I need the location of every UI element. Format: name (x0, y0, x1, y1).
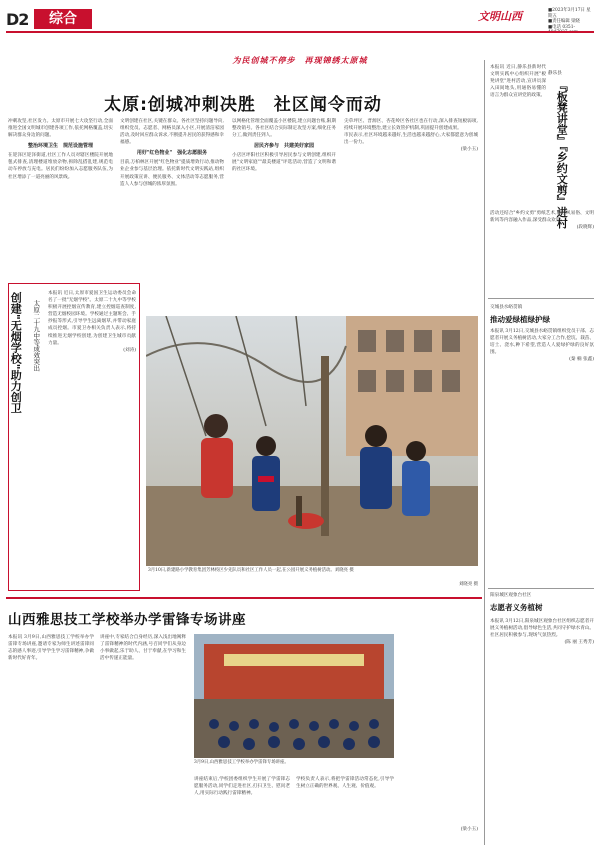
boxstory-author: (刘涛) (123, 347, 136, 353)
boxstory-subtitle: 太原二十九中等成效突出 (32, 300, 41, 372)
issue-editor: ■责任编辑 梁晓 (548, 19, 580, 25)
lower-photo-illustration (194, 634, 394, 758)
sidebar-body1: 本报讯 近日,静乐县新时代文明实践中心组织开展"板凳讲堂"进村活动,宣讲员深入田间地头,用通俗易懂的语言为群众宣讲党的政策。 (490, 65, 546, 99)
main-col1b-text: 在迎泽区迎泽街道,社区工作人员对辖区楼院开展地毯式排查,清理楼道堆放杂物,拆除乱搭乱建,规范电动车停放与充电。居民们纷纷加入志愿服务队伍,为社区增添了一道亮丽的风景线。 (8, 153, 113, 180)
lower-photo-caption: 3月9日,山西雅思技工学校举办学雷锋专场讲座。 (194, 760, 289, 765)
main-column-4 (344, 118, 478, 308)
boxstory-body: 本报讯 近日,太原市爱国卫生运动委员会命名了一批"无烟学校"。太原二十九中等学校积极开展控烟宣传教育,建立控烟巡查制度,营造无烟校园环境。学校通过主题班会、手抄报等形式,引导学生远离烟草,并带动家庭成员控烟。市爱卫办相关负责人表示,将持续推进无烟学校创建,为创建卫生城市贡献力量。 (48, 291, 136, 346)
main-author: (梁小玉) (460, 147, 478, 153)
paper-logo: 文明山西 (478, 10, 522, 23)
lower-col-b (100, 634, 186, 834)
main-col2-text: 文明创建在社区,关键在群众。各社区坚持问题导向,组织党员、志愿者、网格员深入小区,开展清洁家园活动,及时回应群众诉求,不断提升居民的获得感和幸福感。 (120, 119, 224, 146)
lower-author: (梁小玉) (460, 827, 478, 832)
issue-phone: ■电话 0351- (548, 24, 575, 30)
section-tag: 综合 (34, 9, 92, 29)
main-col2b-text: 目前,万柏林区开展"红色物业"提质增效行动,推动物业企业参与基层治理。依托新时代文明实践站,组织开展政策宣讲、便民服务、文体活动等志愿服务,营造人人参与创城的浓厚氛围。 (120, 160, 224, 187)
boxstory-body-wrap (48, 290, 136, 582)
main-photo-illustration (146, 316, 478, 566)
sidebar-divider (484, 60, 485, 845)
main-photo-caption: 3月10日,新建路小学教育集团芳林校区少先队员和社区工作人员一起,在公园开展义务植树活动。刘晓亮 摄 (148, 568, 354, 573)
sidebar-body2-wrap (490, 210, 594, 290)
main-column-3 (232, 118, 336, 308)
sidebar-body3-wrap (490, 328, 594, 478)
sidebar-kicker-3: 阳泉城区观象台社区 (490, 593, 532, 598)
sidebar-author2: (秦 楠 张鑫) (569, 357, 594, 363)
lower-headline: 山西雅思技工学校举办学雷锋专场讲座 (8, 612, 246, 628)
lower-col-d-text: 学校负责人表示,将把学雷锋活动常态化,引导学生树立正确的世界观、人生观、价值观。 (296, 777, 394, 790)
boxstory-title: 创建"无烟学校"助力创卫 (9, 292, 23, 414)
sidebar-body4: 本报讯 3月12日,阳泉城区观象台社区组织志愿者开展义务植树活动,倡导绿色生活,共同守护绿水青山。社区居民积极参与,现场气氛热烈。 (490, 619, 594, 639)
main-photo-credit: 刘晓亮 摄 (459, 582, 478, 587)
main-subhead-3: 居民齐参与 共建美好家园 (253, 143, 314, 150)
lower-divider (6, 597, 482, 599)
lower-col-c (194, 776, 290, 836)
sidebar-author1: (段晓辉) (576, 225, 594, 231)
main-col3-text: 以网格化管理全面覆盖小区楼院,建立问题台账,限期整改销号。各社区结合实际制定攻坚方案,细化任务分工,做到责任到人。 (232, 119, 336, 139)
slogan: 为民创城不停步 再现锦绣太原城 (232, 56, 368, 65)
lower-col-c-text: 讲座结束后,学校团委组织学生开展了学雷锋志愿服务活动,同学们走进社区,打扫卫生、慰问老人,用实际行动践行雷锋精神。 (194, 777, 290, 797)
sidebar-rule-1 (488, 298, 594, 299)
sidebar-body2: 活动还结合"乡约文剪"剪纸艺术,将移风易俗、文明新风等内容融入作品,深受群众欢迎。 (490, 211, 594, 224)
main-col4b-text: 市民表示,社区环境越来越好,生活也越来越舒心,大家都愿意为创城出一份力。 (344, 133, 478, 146)
sidebar-title-3: 志愿者义务植树 (490, 603, 543, 612)
issue-date: ■2023年3月17日 星期五 (548, 8, 591, 19)
main-col4-text: 尖草坪区、晋源区、杏花岭区各社区也在行动,深入排查短板弱项,持续开展环境整治,建立长效管护机制,巩固提升创建成果。 (344, 119, 478, 132)
lower-col-b-text: 讲座中,专家结合自身经历,深入浅出地阐释了雷锋精神的时代内涵,号召同学们从身边小事做起,乐于助人、甘于奉献,在学习和生活中传递正能量。 (100, 635, 186, 662)
lower-col-a (8, 634, 94, 834)
sidebar-body3: 本报讯 3月12日,交城县水峪贯镇组织党员干部、志愿者开展义务植树活动,大家分工合作,挖坑、栽苗、培土、浇水,种下希望,营造人人爱绿护绿的良好氛围。 (490, 329, 594, 356)
lower-photo (194, 634, 394, 758)
main-headline: 太原:创城冲刺决胜 社区闻令而动 (104, 95, 382, 115)
main-column-2 (120, 118, 224, 308)
main-subhead-1: 整治环境卫生 规范设施管理 (27, 143, 93, 150)
page-number: D2 (6, 10, 29, 29)
sidebar-kicker-2: 交城县水峪贯镇 (490, 305, 523, 310)
main-col3b-text: 小店区坪阳社区积极引导居民参与文明创建,组织开展"文明家庭""最美楼道"评选活动,营造了文明和谐的社区环境。 (232, 153, 336, 173)
sidebar-body4-wrap (490, 618, 594, 838)
sidebar-kicker: 静乐县 (548, 71, 562, 76)
sidebar-title: 『板凳讲堂』『乡约文剪』进村 (555, 80, 569, 229)
main-column-1 (8, 118, 113, 278)
sidebar-rule-2 (488, 588, 594, 589)
sidebar-title-2: 推动爱绿植绿护绿 (490, 315, 550, 324)
main-subhead-2: 用好"红色物业" 强化志愿服务 (136, 150, 208, 157)
sidebar-body1-wrap (490, 64, 546, 164)
main-col1-text: 冲刺攻坚,社区发力。太原市开展七大攻坚行动,全面推进全国文明城市创建各项工作,依托网格覆盖,切实解决群众身边的问题。 (8, 119, 113, 139)
main-photo (146, 316, 478, 566)
masthead-divider (6, 31, 594, 33)
lower-col-a-text: 本报讯 3月9日,山西雅思技工学校举办学雷锋专场讲座,邀请专家为师生讲述雷锋同志的感人事迹,引导学生学习雷锋精神,争做新时代好青年。 (8, 635, 94, 662)
sidebar-author3: (陈 丽 王秀芳) (564, 640, 594, 646)
lower-col-d (296, 776, 394, 836)
